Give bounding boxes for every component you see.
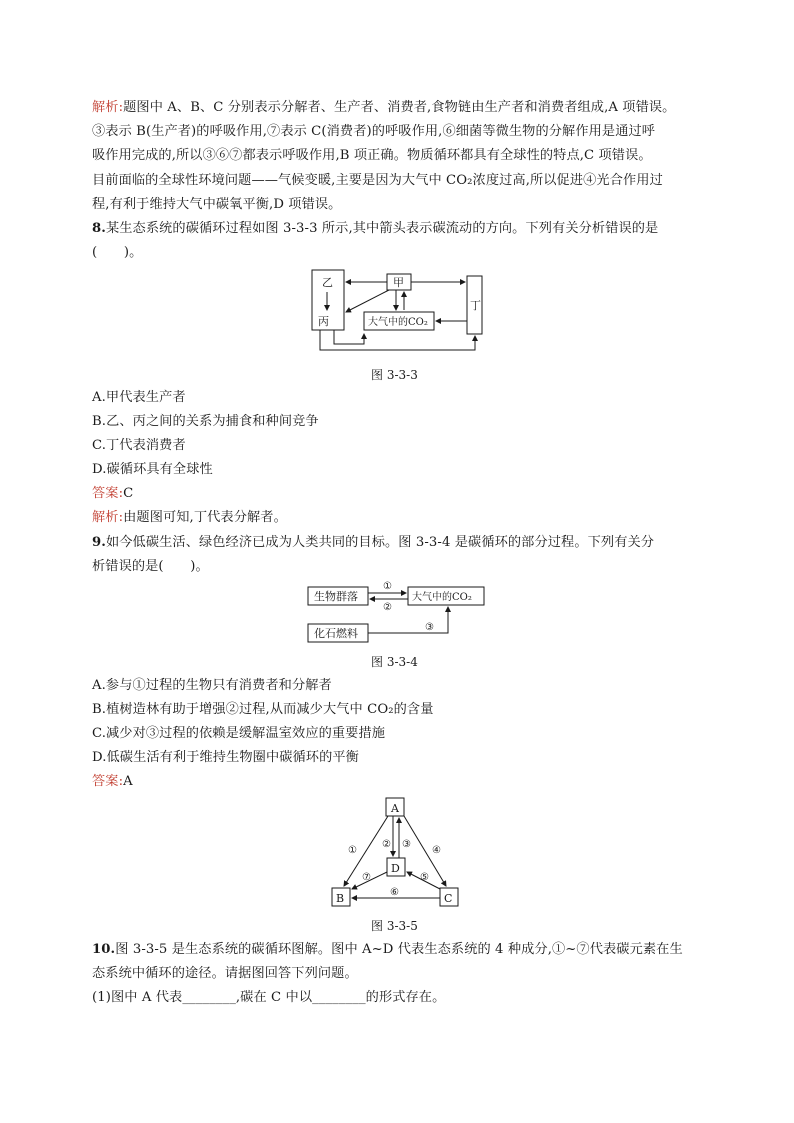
caption-3-3-3: 图 3-3-3: [371, 368, 418, 382]
q8-answer-label: 答案:: [92, 486, 124, 501]
label-yi: 乙: [322, 276, 333, 289]
num-2: ②: [383, 602, 392, 613]
q8-stem-line-1: 8.某生态系统的碳循环过程如图 3-3-3 所示,其中箭头表示碳流动的方向。下列有关分析错误的是: [92, 221, 659, 236]
q8-option-a: A.甲代表生产者: [92, 390, 186, 405]
num-2: ②: [382, 839, 391, 850]
q10-number: 10.: [92, 942, 116, 957]
q9-option-a: A.参与①过程的生物只有消费者和分解者: [92, 678, 332, 693]
q10-stem-line-1: 10.图 3-3-5 是生态系统的碳循环图解。图中 A~D 代表生态系统的 4 种成分,①~⑦代表碳元素在生: [92, 942, 683, 957]
label-co2-atm: 大气中的CO₂: [412, 592, 472, 603]
num-5: ⑤: [420, 872, 429, 883]
q9-stem-line-1: 9.如今低碳生活、绿色经济已成为人类共同的目标。图 3-3-4 是碳循环的部分过程。下列有关分: [92, 535, 655, 550]
analysis-line-4: 目前面临的全球性环境问题——气候变暖,主要是因为大气中 CO₂浓度过高,所以促进④光合作用过: [92, 173, 663, 188]
q8-number: 8.: [92, 221, 106, 236]
label-C: C: [444, 892, 453, 905]
num-3: ③: [402, 839, 411, 850]
q8-analysis: 解析:由题图可知,丁代表分解者。: [92, 510, 287, 525]
label-bing: 丙: [318, 315, 329, 328]
caption-3-3-4: 图 3-3-4: [371, 655, 418, 669]
q10-subquestion-1: (1)图中 A 代表________,碳在 C 中以________的形式存在。: [92, 990, 446, 1005]
q9-stem-line-2: 析错误的是( )。: [92, 559, 209, 574]
q8-option-b: B.乙、丙之间的关系为捕食和种间竞争: [92, 414, 319, 429]
label-D: D: [391, 862, 400, 875]
label-B: B: [336, 892, 345, 905]
figure-3-3-4: [300, 578, 500, 648]
label-fossil: 化石燃料: [314, 627, 358, 640]
analysis-line-1: 解析:题图中 A、B、C 分别表示分解者、生产者、消费者,食物链由生产者和消费者组成,A 项错误。: [92, 100, 676, 115]
arrow-yibing-to-ding: [320, 330, 475, 350]
q8-option-d: D.碳循环具有全球性: [92, 462, 213, 477]
label-community: 生物群落: [314, 590, 358, 603]
q9-option-b: B.植树造林有助于增强②过程,从而减少大气中 CO₂的含量: [92, 702, 434, 717]
analysis-line-3: 吸作用完成的,所以③⑥⑦都表示呼吸作用,B 项正确。物质循环都具有全球性的特点,C 项错误。: [92, 148, 652, 163]
q9-answer-label: 答案:: [92, 774, 124, 789]
num-1: ①: [348, 845, 357, 856]
arrow-3: [368, 607, 448, 633]
num-7: ⑦: [362, 872, 371, 883]
arrow-bing-to-co2: [334, 330, 364, 344]
label-A: A: [391, 802, 399, 815]
figure-3-3-3: [300, 262, 500, 362]
q9-answer: 答案:A: [92, 774, 133, 789]
figure-3-3-5: [320, 792, 470, 914]
q9-option-c: C.减少对③过程的依赖是缓解温室效应的重要措施: [92, 726, 386, 741]
q10-stem-line-2: 态系统中循环的途径。请据图回答下列问题。: [92, 966, 358, 981]
arrow-jia-to-bing: [346, 290, 389, 312]
q8-analysis-label: 解析:: [92, 510, 124, 525]
analysis-line-5: 程,有利于维持大气中碳氧平衡,D 项错误。: [92, 197, 342, 212]
q8-option-c: C.丁代表消费者: [92, 438, 186, 453]
analysis-line-2: ③表示 B(生产者)的呼吸作用,⑦表示 C(消费者)的呼吸作用,⑥细菌等微生物的分解作用是通过呼: [92, 124, 656, 139]
caption-3-3-5: 图 3-3-5: [371, 919, 418, 933]
num-4: ④: [432, 845, 441, 856]
label-jia: 甲: [393, 276, 404, 289]
num-6: ⑥: [390, 887, 399, 898]
num-1: ①: [383, 581, 392, 592]
analysis-label: 解析:: [92, 100, 124, 115]
label-ding: 丁: [470, 299, 481, 312]
num-3: ③: [425, 622, 434, 633]
q9-number: 9.: [92, 535, 106, 550]
q9-option-d: D.低碳生活有利于维持生物圈中碳循环的平衡: [92, 750, 359, 765]
q8-answer: 答案:C: [92, 486, 134, 501]
q8-stem-line-2: ( )。: [92, 245, 143, 260]
label-co2: 大气中的CO₂: [368, 317, 428, 328]
